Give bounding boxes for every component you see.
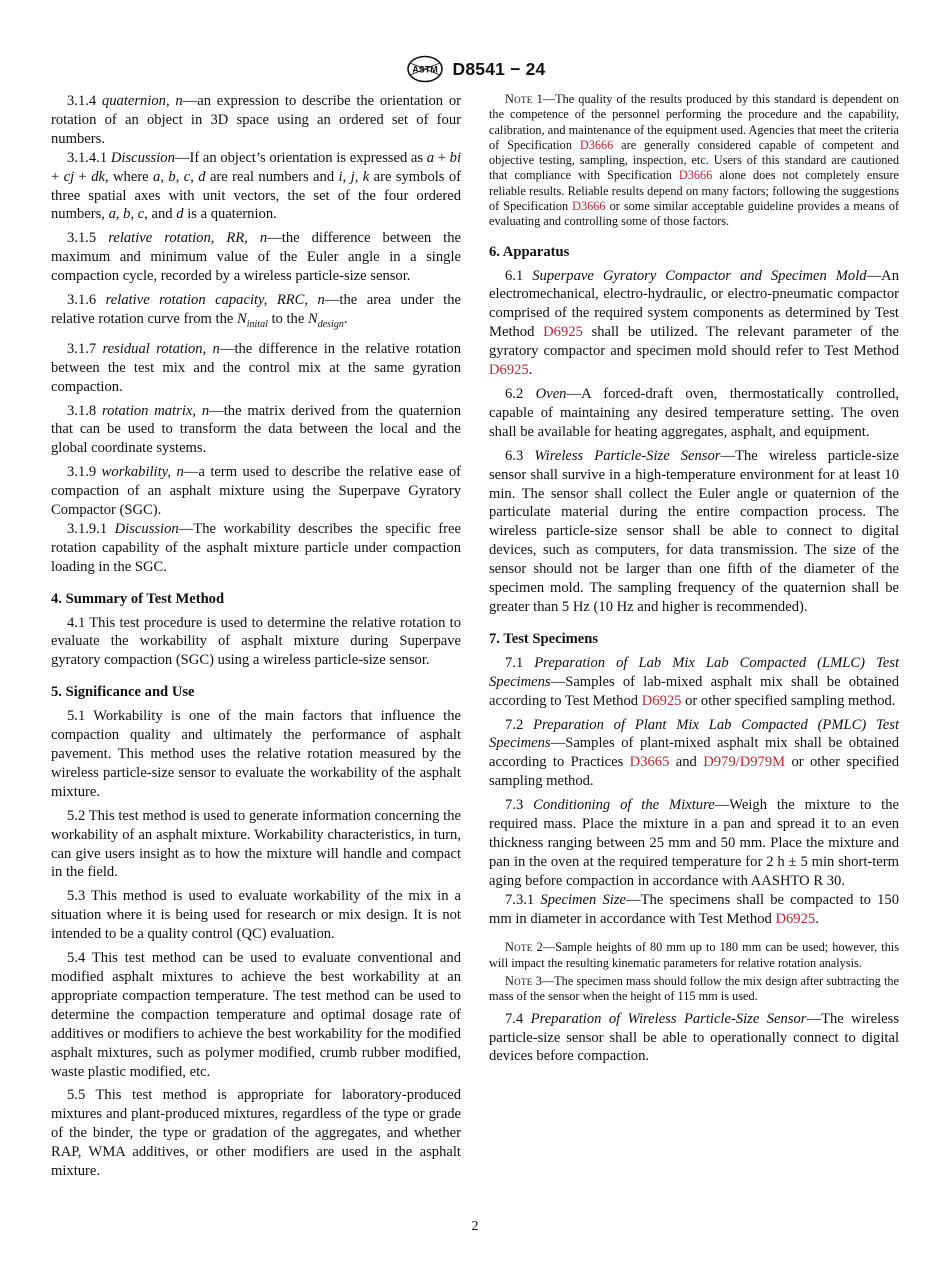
section-heading	[51, 683, 461, 702]
text-span: d	[198, 168, 206, 185]
text-span: 2—Sample heights of 80 mm up to 180 mm can be used; however, this will impact the resulting kinematic parameters for relative rotation analysis.	[489, 940, 899, 970]
text-span: .	[815, 910, 819, 927]
text-span: .	[343, 310, 348, 327]
text-span: c	[183, 168, 191, 185]
text-span: ,	[115, 206, 124, 223]
standard-reference-link[interactable]: D6925	[641, 692, 682, 709]
text-span: —A forced-draft oven, thermostatically controlled, capable of maintaining any desired temperature setting. The oven shall be available for heating aggregates, asphalt, and equipment.	[489, 386, 900, 440]
text-span: Preparation of Lab Mix Lab Compacted (LMLC) Test Specimens	[489, 654, 899, 690]
text-span: to the	[267, 310, 308, 327]
text-span: N	[237, 310, 247, 327]
text-span: —An electromechanical, electro-hydraulic, or electro-pneumatic compactor comprised of the required system components as determined by Test Method	[489, 267, 900, 341]
text-span: —an expression to describe the orientation or rotation of an object in 3D space using an ordered set of four numbers.	[51, 93, 461, 147]
text-span: i	[338, 168, 343, 185]
text-span: 6.2	[505, 386, 536, 403]
body-paragraph	[51, 807, 461, 883]
body-paragraph	[51, 707, 461, 802]
body-paragraph	[489, 385, 899, 442]
body-paragraph	[51, 887, 461, 944]
text-span: 7.2	[505, 716, 534, 733]
text-span: a	[426, 149, 435, 166]
text-span: ,	[354, 168, 363, 185]
text-span: a	[108, 206, 116, 223]
text-span: residual rotation, n	[102, 340, 220, 357]
body-paragraph	[489, 891, 899, 929]
text-span: 5.5 This test method is appropriate for laboratory-produced mixtures and plant-produced mixtures, regardless of the type or grade of the binder, the type or gradation of the aggregates, and whether RAP, WMA additives, or other modifiers are used in the asphalt mixture.	[51, 1087, 461, 1180]
text-span: —The specimens shall be compacted to 150 mm in diameter in accordance with Test Method	[489, 891, 900, 927]
text-span: Note	[505, 940, 533, 955]
text-span: 3.1.4.1	[67, 149, 111, 166]
text-span: ,	[160, 168, 169, 185]
text-span: Conditioning of the Mixture	[533, 797, 715, 814]
text-span: —the difference in the relative rotation between the test mix and the control mix at the same gyration compaction.	[51, 340, 461, 395]
text-span: .	[528, 362, 533, 379]
text-span: 3.1.6	[67, 292, 106, 309]
right-column	[489, 92, 899, 1066]
standard-reference-link[interactable]: D3666	[678, 168, 713, 183]
text-span: design	[317, 318, 344, 330]
text-span: ,	[342, 168, 351, 185]
body-paragraph	[51, 291, 461, 335]
text-span: b	[168, 168, 176, 185]
text-span: —Samples of plant-mixed asphalt mix shall be obtained according to Practices	[489, 735, 899, 771]
text-span: 5.3 This method is used to evaluate workability of the mix in a situation where it is being used for research or mix design. It is not intended to be a quality control (QC) evaluation.	[51, 888, 461, 943]
body-paragraph	[51, 149, 461, 225]
note-paragraph	[489, 92, 899, 230]
body-paragraph	[51, 402, 461, 459]
standard-reference-link[interactable]: D3666	[579, 137, 614, 152]
text-span: Discussion	[114, 520, 179, 537]
text-span: b	[123, 206, 131, 223]
logo-text: ASTM	[411, 64, 438, 75]
body-paragraph	[51, 340, 461, 397]
text-span: rotation matrix, n	[101, 402, 210, 419]
text-span: 4. Summary of Test Method	[51, 590, 225, 607]
text-span: 3.1.4	[67, 93, 102, 109]
standard-reference-link[interactable]: D979/D979M	[703, 754, 786, 771]
note-paragraph	[489, 974, 899, 1005]
text-span: 7.1	[505, 654, 535, 671]
standard-reference-link[interactable]: D6925	[775, 910, 816, 927]
text-span: 7. Test Specimens	[489, 630, 599, 647]
text-span: Preparation of Plant Mix Lab Compacted (PMLC) Test Specimens	[489, 716, 900, 752]
text-span: 7.4	[505, 1010, 531, 1027]
text-span: 6. Apparatus	[489, 243, 570, 260]
text-span: 3.1.9.1	[67, 520, 115, 537]
body-paragraph	[489, 716, 899, 792]
text-span: relative rotation, RR, n	[108, 230, 268, 247]
text-span: —The wireless particle-size sensor shall survive in a high-temperature environment for at least 10 min. The sensor shall collect the Euler angle or quaternion of the particulate material during the entire compaction process. The wireless particle-size sensor shall be able to connect to digital devices, such as computers, for data transmission. The size of the sensor should not be larger than one fifth of the diameter of the specimen mold. The sampling frequency of the quaternion shall be greater than 5 Hz (10 Hz and higher is recommended).	[489, 447, 900, 615]
text-span: Note	[505, 974, 533, 989]
text-span: —The wireless particle-size sensor shall be able to operationally connect to digital devices before compaction.	[489, 1010, 899, 1065]
standard-reference-link[interactable]: D3665	[629, 754, 670, 771]
text-span: 3—The specimen mass should follow the mix design after subtracting the mass of the sensor when the height of 115 mm is used.	[489, 974, 899, 1004]
section-heading	[489, 243, 899, 262]
body-paragraph	[51, 949, 461, 1081]
standard-reference-link[interactable]: D6925	[489, 362, 529, 379]
text-span: bi	[449, 149, 462, 166]
text-span: —Weigh the mixture to the required mass. Place the mixture in a pan and spread it to an even thickness ranging between 25 mm and 50 mm. Place the mixture and pan in the oven at the required temperature for 2 h ± 5 min short-term aging before compaction in accordance with AASHTO R 30.	[489, 797, 900, 889]
text-span: —the area under the relative rotation curve from the	[51, 292, 461, 327]
text-span: quaternion, n	[101, 93, 183, 109]
text-span: N	[308, 310, 318, 327]
text-span: —the difference between the maximum and minimum value of the Euler angle in a single compaction cycle, recorded by a wireless particle-size sensor.	[51, 230, 461, 285]
text-span: ,	[175, 168, 184, 185]
text-span: shall be utilized. The relevant parameter of the gyratory compactor and specimen mold should refer to Test Method	[489, 324, 899, 360]
text-span: +	[434, 149, 450, 166]
text-span: 3.1.7	[67, 340, 103, 357]
text-span: 6.1	[505, 267, 533, 284]
body-paragraph	[489, 267, 899, 380]
text-span: inital	[246, 318, 268, 330]
text-span: —the matrix derived from the quaternion that can be used to transform the data between the local and the global coordinate systems.	[51, 402, 461, 457]
text-span: a	[153, 168, 161, 185]
body-paragraph	[51, 92, 461, 149]
text-span: 7.3	[505, 797, 534, 814]
text-span: Note	[505, 92, 533, 106]
text-span: relative rotation capacity, RRC, n	[105, 292, 325, 309]
text-span: are generally considered capable of competent and objective testing, sampling, inspection, etc. Users of this standard are cautioned that compliance with Specification	[489, 137, 899, 183]
text-span: 5.1 Workability is one of the main factors that influence the compaction quality and ultimately the performance of asphalt pavement. This method uses the relative rotation measured by the wireless particle-size sensor to evaluate the workability of the asphalt mixture.	[51, 708, 461, 800]
body-paragraph	[489, 796, 899, 891]
text-span: , where	[104, 168, 154, 185]
text-span: cj	[63, 168, 75, 185]
left-column	[51, 92, 461, 1181]
section-heading	[489, 630, 899, 649]
text-span: 3.1.5	[67, 230, 109, 247]
document-id: D8541 − 24	[452, 58, 546, 79]
body-paragraph	[489, 1010, 899, 1067]
text-span: —If an object’s orientation is expressed as	[174, 149, 427, 166]
text-span: 3.1.9	[67, 464, 102, 481]
text-span: or some similar acceptable guideline provides a means of evaluating and controlling some of those factors.	[489, 199, 899, 229]
text-span: 5.2 This test method is used to generate information concerning the workability of an asphalt mixture. Workability characteristics, in turn, can give users insight as to how the mixture will handle and compact in the field.	[51, 807, 461, 881]
page-number: 2	[471, 1219, 479, 1234]
text-span: Wireless Particle-Size Sensor	[534, 447, 721, 464]
text-span: +	[51, 168, 64, 185]
text-span: 3.1.8	[67, 402, 102, 419]
text-span: and	[669, 754, 704, 771]
text-span: Oven	[535, 386, 567, 403]
text-span: d	[176, 206, 184, 223]
text-span: ,	[130, 206, 138, 223]
body-paragraph	[489, 654, 899, 711]
section-heading	[51, 590, 461, 609]
text-span: dk	[91, 168, 105, 185]
text-span: 4.1 This test procedure is used to determine the relative rotation to evaluate the workability of asphalt mixture during Superpave gyratory compaction (SGC) using a wireless particle-size sensor.	[51, 614, 461, 669]
text-span: workability, n	[101, 464, 184, 481]
body-paragraph	[489, 447, 899, 617]
text-span: Specimen Size	[540, 891, 627, 908]
page-header	[0, 54, 950, 84]
text-span: c	[137, 206, 145, 223]
text-span: ,	[190, 168, 199, 185]
body-paragraph	[51, 463, 461, 520]
body-paragraph	[51, 614, 461, 671]
body-paragraph	[51, 1086, 461, 1181]
text-span: —a term used to describe the relative ease of compaction of an asphalt mixture using the Superpave Gyratory Compactor (SGC).	[51, 464, 462, 519]
body-paragraph	[51, 229, 461, 286]
text-span: , and	[144, 206, 177, 223]
text-span: or other specified sampling method.	[681, 692, 896, 709]
text-span: are symbols of three spatial axes with unit vectors, the set of the four ordered numbers,	[51, 168, 462, 223]
text-span: Superpave Gyratory Compactor and Specimen Mold	[532, 267, 867, 284]
text-span: 1—The quality of the results produced by this standard is dependent on the competence of the personnel performing the procedure and the capability, calibration, and maintenance of the equipment used. Agencies that meet the criteria of Specification	[489, 92, 899, 152]
text-span: or other specified sampling method.	[489, 754, 900, 790]
text-span: is a quaternion.	[183, 206, 277, 223]
astm-logo-icon	[405, 55, 445, 83]
standard-reference-link[interactable]: D3666	[572, 199, 606, 214]
text-span: j	[350, 168, 355, 185]
standard-reference-link[interactable]: D6925	[543, 324, 583, 341]
text-span: Discussion	[110, 149, 175, 166]
note-paragraph	[489, 940, 899, 971]
text-span: —The workability describes the specific free rotation capability of the asphalt mixture particle under compaction loading in the SGC.	[51, 520, 461, 575]
text-span: 6.3	[505, 447, 535, 464]
text-span: 5.4 This test method can be used to evaluate conventional and modified asphalt mixtures to achieve the best workability at an appropriate compaction temperature. The test method can be used to determine the compaction temperature and optimal dosage rate of additives or modifiers to achieve the best workability for the modified asphalt mixtures, such as polymer modified, crumb rubber modified, waste plastic modified, etc.	[51, 950, 461, 1080]
text-span: k	[362, 168, 370, 185]
text-span: alone does not completely ensure reliable results. Reliable results depend on many factors; following the suggestions of Specification	[489, 168, 899, 214]
body-paragraph	[51, 520, 461, 577]
text-span: +	[74, 168, 92, 185]
text-span: 7.3.1	[505, 891, 541, 908]
text-span: —Samples of lab-mixed asphalt mix shall be obtained according to Test Method	[489, 673, 899, 709]
text-span: Preparation of Wireless Particle-Size Sensor	[530, 1010, 807, 1027]
text-span: are real numbers and	[205, 168, 339, 185]
text-span: 5. Significance and Use	[51, 684, 195, 701]
